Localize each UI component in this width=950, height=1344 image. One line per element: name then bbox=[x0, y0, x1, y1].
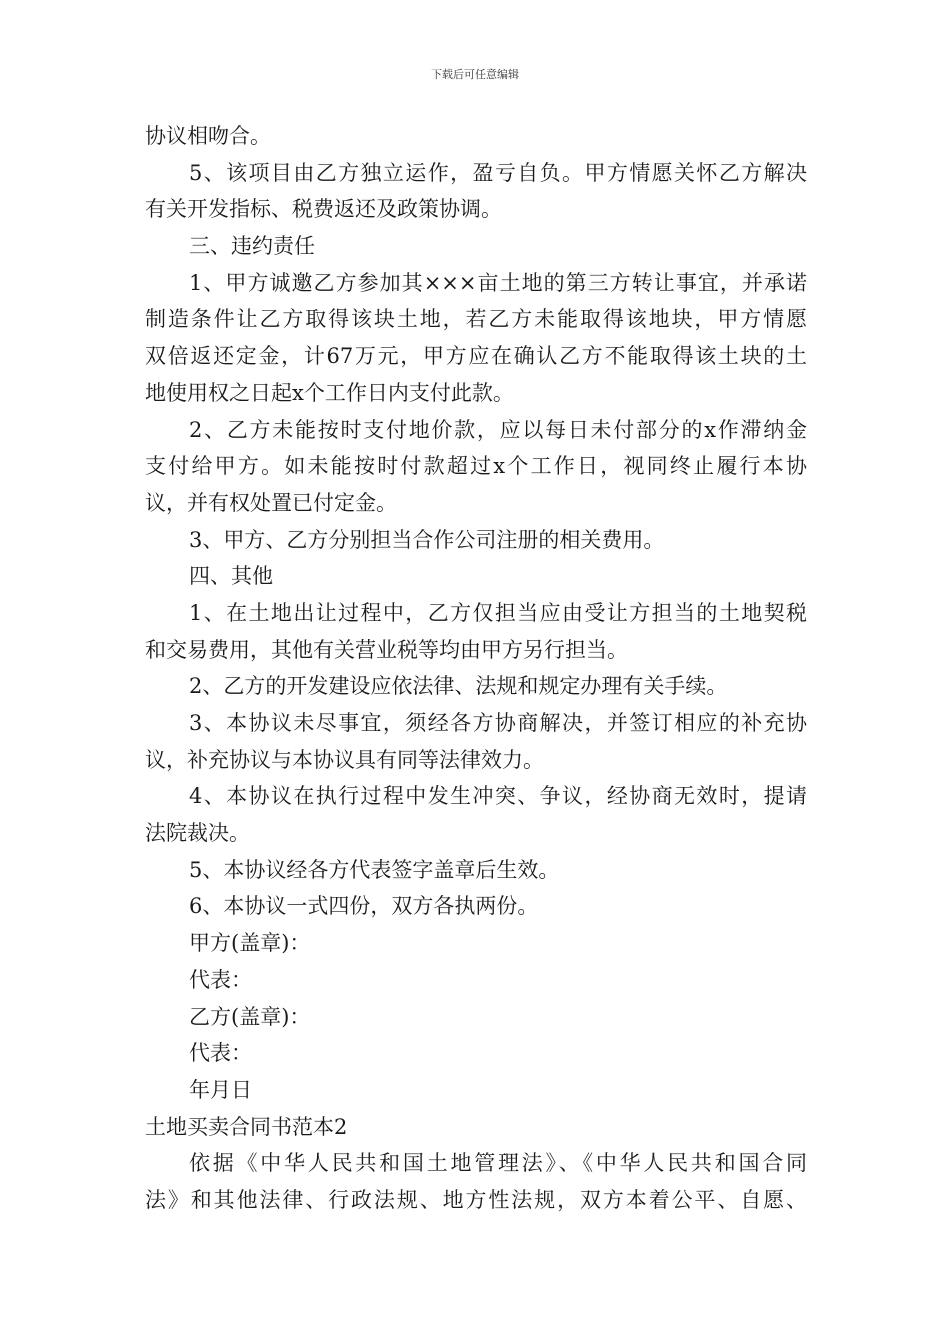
text-line: 支付给甲方。如未能按时付款超过x个工作日，视同终止履行本协 bbox=[145, 454, 807, 479]
text-line: 1、甲方诚邀乙方参加其×××亩土地的第三方转让事宜，并承诺 bbox=[189, 270, 807, 295]
text-line: 4、本协议在执行过程中发生冲突、争议，经协商无效时，提请 bbox=[189, 784, 807, 809]
text-line: 和交易费用，其他有关营业税等均由甲方另行担当。 bbox=[145, 637, 628, 662]
text-line: 议，补充协议与本协议具有同等法律效力。 bbox=[145, 747, 544, 772]
text-line: 有关开发指标、税费返还及政策协调。 bbox=[145, 197, 502, 222]
text-line: 双倍返还定金，计67万元，甲方应在确认乙方不能取得该土块的土 bbox=[145, 344, 807, 369]
page-header-note: 下载后可任意编辑 bbox=[431, 68, 519, 81]
text-line: 5、本协议经各方代表签字盖章后生效。 bbox=[189, 857, 560, 882]
text-line: 制造条件让乙方取得该块土地，若乙方未能取得该地块，甲方情愿 bbox=[145, 307, 807, 332]
text-line: 5、该项目由乙方独立运作，盈亏自负。甲方情愿关怀乙方解决 bbox=[189, 160, 807, 185]
text-line: 代表： bbox=[189, 967, 252, 992]
text-line: 依据《中华人民共和国土地管理法》、《中华人民共和国合同 bbox=[189, 1151, 807, 1176]
text-line: 协议相吻合。 bbox=[145, 124, 271, 148]
text-line: 四、其他 bbox=[189, 564, 273, 589]
text-line: 年月日 bbox=[189, 1077, 252, 1102]
text-line: 1、在土地出让过程中，乙方仅担当应由受让方担当的土地契税 bbox=[189, 600, 807, 625]
text-line: 乙方(盖章)： bbox=[189, 1004, 311, 1029]
text-line: 甲方(盖章)： bbox=[189, 931, 311, 956]
text-line: 法》和其他法律、行政法规、地方性法规，双方本着公平、自愿、 bbox=[145, 1187, 807, 1212]
text-line: 土地买卖合同书范本2 bbox=[145, 1114, 348, 1139]
text-line: 三、违约责任 bbox=[189, 234, 315, 259]
text-line: 2、乙方的开发建设应依法律、法规和规定办理有关手续。 bbox=[189, 674, 728, 699]
text-line: 3、甲方、乙方分别担当合作公司注册的相关费用。 bbox=[189, 527, 665, 552]
text-line: 6、本协议一式四份，双方各执两份。 bbox=[189, 894, 539, 919]
text-line: 代表： bbox=[189, 1041, 252, 1066]
document-body bbox=[145, 118, 807, 1219]
text-line: 法院裁决。 bbox=[145, 821, 250, 846]
text-line: 议，并有权处置已付定金。 bbox=[145, 490, 397, 515]
text-line: 3、本协议未尽事宜，须经各方协商解决，并签订相应的补充协 bbox=[189, 711, 807, 735]
text-line: 2、乙方未能按时支付地价款，应以每日未付部分的x作滞纳金 bbox=[189, 417, 807, 442]
text-line: 地使用权之日起x个工作日内支付此款。 bbox=[145, 380, 514, 405]
